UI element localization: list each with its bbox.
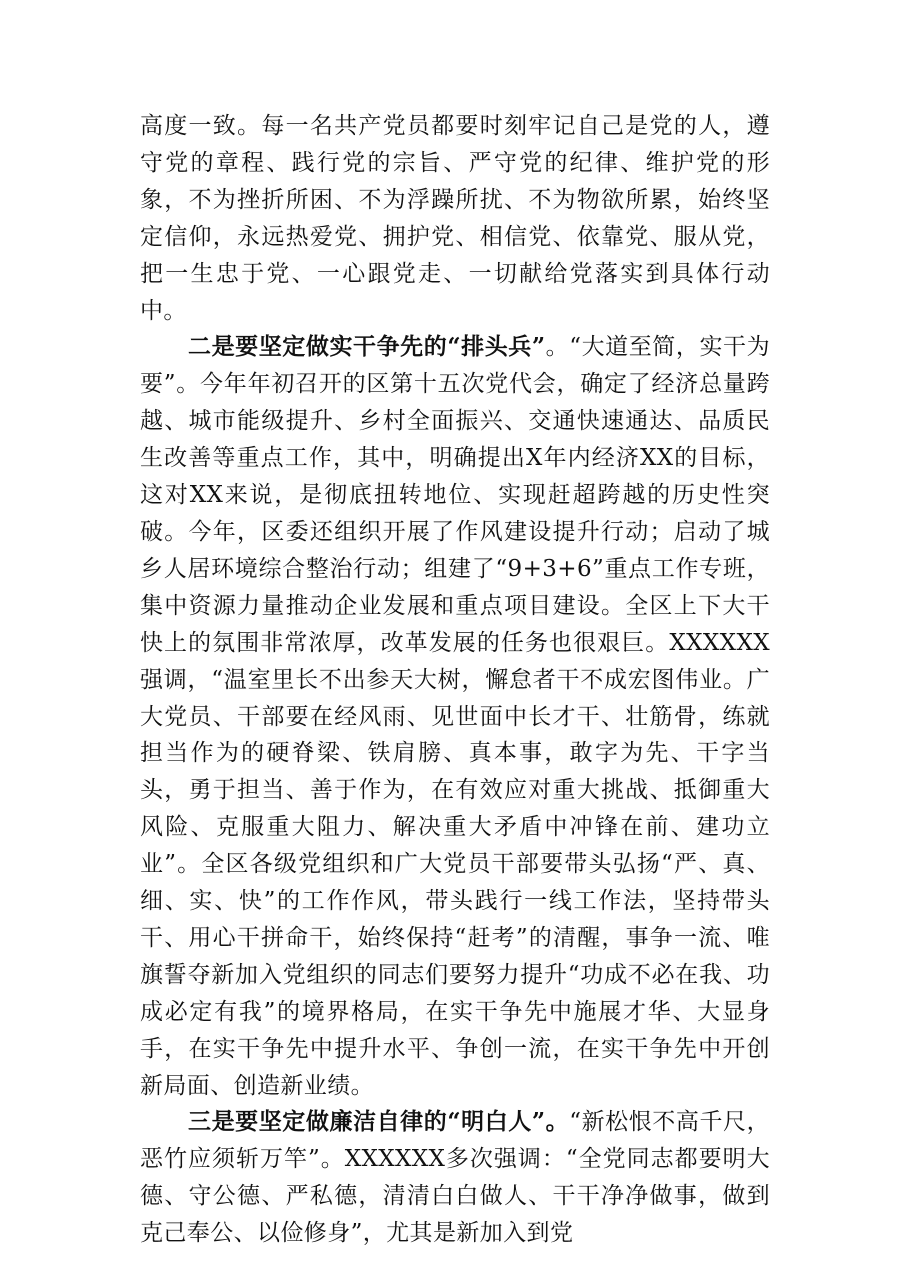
paragraph-continuation — [140, 108, 770, 329]
paragraph-heading: 二是要坚定做实干争先的“排头兵” — [188, 333, 546, 361]
paragraph-text: 高度一致。每一名共产党员都要时刻牢记自己是党的人，遵守党的章程、践行党的宗旨、严守党的纪律、维护党的形象，不为挫折所困、不为浮躁所扰、不为物欲所累，始终坚定信仰，永远热爱党、拥护党、相信党、依靠党、服从党，把一生忠于党、一心跟党走、一切献给党落实到具体行动中。 — [140, 113, 770, 324]
paragraph-point-two — [140, 329, 770, 1104]
paragraph-text: 。“大道至简，实干为要”。今年年初召开的区第十五次党代会，确定了经济总量跨越、城市能级提升、乡村全面振兴、交通快速通达、品质民生改善等重点工作，其中，明确提出X年内经济XX的目标，这对XX来说，是彻底扭转地位、实现赶超跨越的历史性突破。今年，区委还组织开展了作风建设提升行动；启动了城乡人居环境综合整治行动；组建了“9+3+6”重点工作专班，集中资源力量推动企业发展和重点项目建设。全区上下大干快上的氛围非常浓厚，改革发展的任务也很艰巨。XXXXXX强调，“温室里长不出参天大树，懈怠者干不成宏图伟业。广大党员、干部要在经风雨、见世面中长才干、壮筋骨，练就担当作为的硬脊梁、铁肩膀、真本事，敢字为先、干字当头，勇于担当、善于作为，在有效应对重大挑战、抵御重大风险、克服重大阻力、解决重大矛盾中冲锋在前、建功立业”。全区各级党组织和广大党员干部要带头弘扬“严、真、细、实、快”的工作作风，带头践行一线工作法，坚持带头干、用心干拼命干，始终保持“赶考”的清醒，事争一流、唯旗誓夺新加入党组织的同志们要努力提升“功成不必在我、功成必定有我”的境界格局，在实干争先中施展才华、大显身手，在实干争先中提升水平、争创一流，在实干争先中开创新局面、创造新业绩。 — [140, 334, 770, 1099]
document-body — [140, 108, 770, 1252]
paragraph-point-three — [140, 1104, 770, 1252]
paragraph-text: “新松恨不高千尺，恶竹应须斩万竿”。XXXXXX多次强调：“全党同志都要明大德、守公德、严私德，清清白白做人、干干净净做事，做到克己奉公、以俭修身”，尤其是新加入到党 — [140, 1109, 770, 1247]
paragraph-heading: 三是要坚定做廉洁自律的“明白人”。 — [188, 1108, 570, 1136]
